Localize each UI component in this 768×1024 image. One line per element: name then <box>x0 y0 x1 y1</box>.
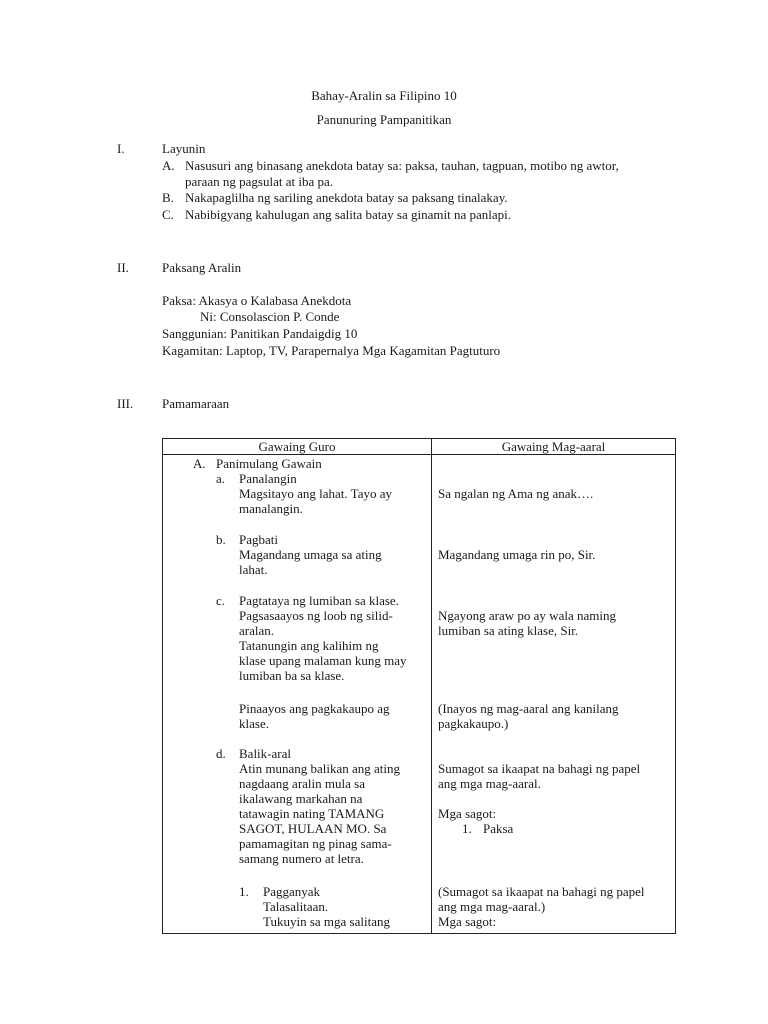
section-1-heading: Layunin <box>162 141 206 156</box>
section-2-numeral: II. <box>117 260 129 275</box>
panalangin-line2: manalangin. <box>239 501 303 516</box>
response-answer-number: 1. <box>462 821 472 836</box>
lesson-plan-table <box>162 438 676 934</box>
objective-a-line1: Nasusuri ang binasang anekdota batay sa: paksa, tauhan, tagpuan, motibo ng awtor, <box>185 158 619 173</box>
response-motivation-line2: ang mga mag-aaral.) <box>438 899 546 914</box>
response-motivation-answers: Mga sagot: <box>438 914 497 929</box>
objective-c-text: Nabibigyang kahulugan ang salita batay sa ginamit na panlapi. <box>185 207 511 222</box>
objective-b-text: Nakapaglilha ng sariling anekdota batay sa paksang tinalakay. <box>185 190 508 205</box>
document-title: Bahay-Aralin sa Filipino 10 <box>311 88 457 103</box>
objective-b-letter: B. <box>162 190 174 205</box>
pagganyak-number: 1. <box>239 884 249 899</box>
balikaral-line2: nagdaang aralin mula sa <box>239 776 365 791</box>
objective-a-letter: A. <box>162 158 175 173</box>
sanggunian-line: Sanggunian: Panitikan Pandaigdig 10 <box>162 326 358 341</box>
pagbati-line2: lahat. <box>239 562 268 577</box>
pagtataya-line7: klase. <box>239 716 269 731</box>
pagbati-line1: Magandang umaga sa ating <box>239 547 382 562</box>
author-line: Ni: Consolascion P. Conde <box>200 309 340 324</box>
response-seating-line1: (Inayos ng mag-aaral ang kanilang <box>438 701 619 716</box>
response-answer-item: Paksa <box>483 821 514 836</box>
pagtataya-line2: aralan. <box>239 623 275 638</box>
response-seating-line2: pagkakaupo.) <box>438 716 509 731</box>
kagamitan-line: Kagamitan: Laptop, TV, Parapernalya Mga Kagamitan Pagtuturo <box>162 343 501 358</box>
balikaral-line3: ikalawang markahan na <box>239 791 363 806</box>
balikaral-line5: SAGOT, HULAAN MO. Sa <box>239 821 387 836</box>
pagtataya-line5: lumiban ba sa klase. <box>239 668 345 683</box>
panimula-letter: A. <box>193 456 206 471</box>
response-review-line2: ang mga mag-aaral. <box>438 776 541 791</box>
section-3-heading: Pamamaraan <box>162 396 230 411</box>
panalangin-title: Panalangin <box>239 471 297 486</box>
pagtataya-line4: klase upang malaman kung may <box>239 653 407 668</box>
pagganyak-line2: Tukuyin sa mga salitang <box>263 914 390 929</box>
response-motivation-line1: (Sumagot sa ikaapat na bahagi ng papel <box>438 884 645 899</box>
objective-c-letter: C. <box>162 207 174 222</box>
balikaral-line6: pamamagitan ng pinag sama- <box>239 836 392 851</box>
response-greeting: Magandang umaga rin po, Sir. <box>438 547 596 562</box>
pagganyak-line1: Talasalitaan. <box>263 899 329 914</box>
response-attendance-line1: Ngayong araw po ay wala naming <box>438 608 616 623</box>
pagtataya-title: Pagtataya ng lumiban sa klase. <box>239 593 399 608</box>
document-subtitle: Panunuring Pampanitikan <box>316 112 452 127</box>
guro-column <box>163 455 432 934</box>
pagtataya-line6: Pinaayos ang pagkakaupo ag <box>239 701 390 716</box>
panalangin-letter: a. <box>216 471 226 486</box>
pagbati-letter: b. <box>216 532 226 547</box>
section-2-heading: Paksang Aralin <box>162 260 242 275</box>
section-3-numeral: III. <box>117 396 134 411</box>
magaaral-column <box>432 455 676 934</box>
response-attendance-line2: lumiban sa ating klase, Sir. <box>438 623 579 638</box>
pagtataya-line1: Pagsasaayos ng loob ng silid- <box>239 608 393 623</box>
balikaral-letter: d. <box>216 746 226 761</box>
panalangin-line1: Magsitayo ang lahat. Tayo ay <box>239 486 393 501</box>
balikaral-line7: samang numero at letra. <box>239 851 364 866</box>
balikaral-line4: tatawagin nating TAMANG <box>239 806 385 821</box>
pagbati-title: Pagbati <box>239 532 278 547</box>
header-gawaing-magaaral: Gawaing Mag-aaral <box>432 439 676 455</box>
panimula-title: Panimulang Gawain <box>216 456 322 471</box>
response-review-line1: Sumagot sa ikaapat na bahagi ng papel <box>438 761 641 776</box>
response-prayer: Sa ngalan ng Ama ng anak…. <box>438 486 594 501</box>
pagtataya-line3: Tatanungin ang kalihim ng <box>239 638 379 653</box>
response-answers-label: Mga sagot: <box>438 806 497 821</box>
paksa-line: Paksa: Akasya o Kalabasa Anekdota <box>162 293 352 308</box>
pagtataya-letter: c. <box>216 593 226 608</box>
pagganyak-title: Pagganyak <box>263 884 321 899</box>
balikaral-title: Balik-aral <box>239 746 291 761</box>
header-gawaing-guro: Gawaing Guro <box>163 439 432 455</box>
section-1-numeral: I. <box>117 141 125 156</box>
balikaral-line1: Atin munang balikan ang ating <box>239 761 401 776</box>
objective-a-line2: paraan ng pagsulat at iba pa. <box>185 174 333 189</box>
